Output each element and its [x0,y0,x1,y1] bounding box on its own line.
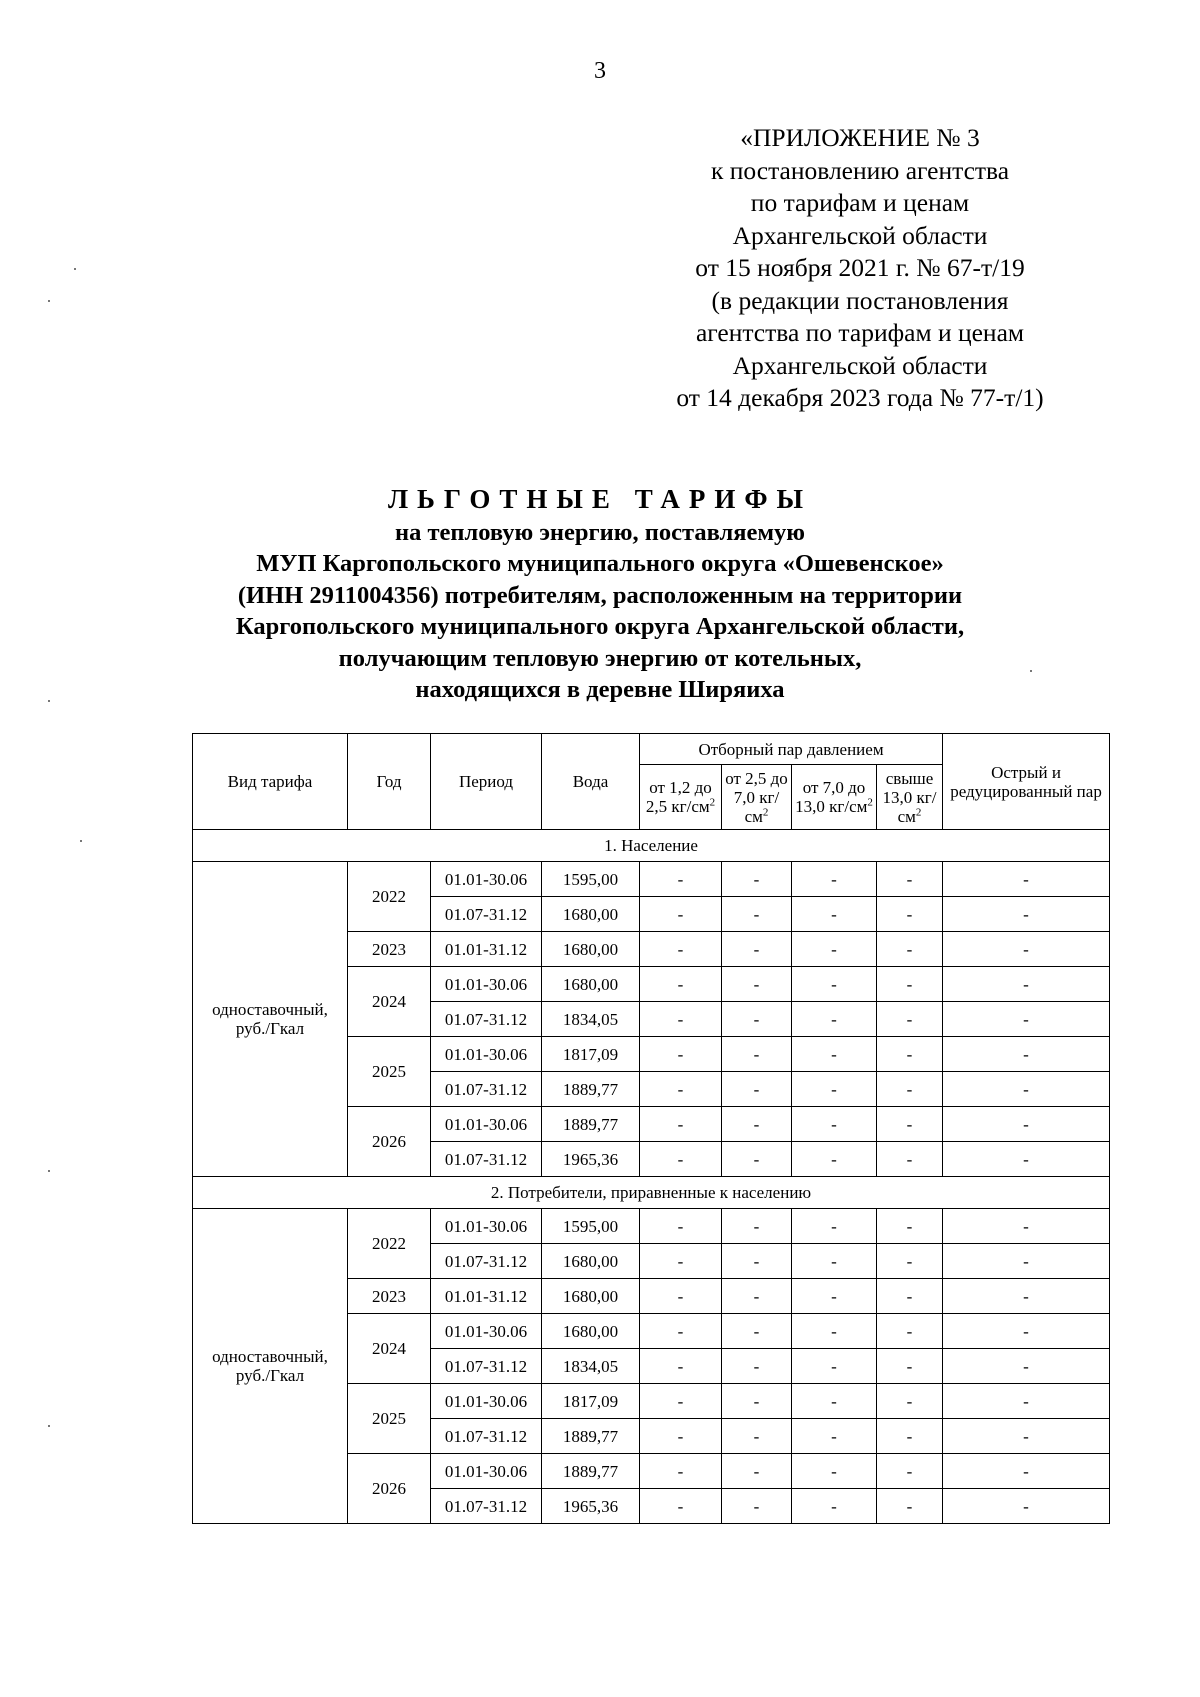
appendix-line: агентства по тарифам и ценам [695,318,1025,347]
steam-4-cell: - [877,1072,943,1107]
header-steam-2-label: от 2,5 до 7,0 кг/см [725,768,788,826]
steam-4-cell: - [877,1002,943,1037]
appendix-line: к постановлению агентства [710,155,1010,185]
steam-3-cell: - [792,1002,877,1037]
steam-2-cell: - [722,1384,792,1419]
sharp-steam-cell: - [943,1314,1110,1349]
steam-2-cell: - [722,1279,792,1314]
period-cell: 01.07-31.12 [431,1419,542,1454]
sharp-steam-cell: - [943,1349,1110,1384]
heading-line: МУП Каргопольского муниципального округа «Ошевенское» [256,550,944,577]
steam-3-cell: - [792,1349,877,1384]
year-cell: 2024 [348,967,431,1037]
water-cell: 1817,09 [542,1037,640,1072]
water-cell: 1965,36 [542,1142,640,1177]
water-cell: 1680,00 [542,967,640,1002]
steam-1-cell: - [640,1107,722,1142]
steam-1-cell: - [640,1279,722,1314]
sharp-steam-cell: - [943,1107,1110,1142]
sharp-steam-cell: - [943,1279,1110,1314]
period-cell: 01.01-30.06 [431,1384,542,1419]
steam-1-cell: - [640,1142,722,1177]
section-title: 1. Население [193,830,1110,862]
steam-1-cell: - [640,932,722,967]
header-period: Период [431,734,542,830]
period-cell: 01.07-31.12 [431,1489,542,1524]
header-steam-1-label: от 1,2 до 2,5 кг/см [645,778,712,816]
water-cell: 1834,05 [542,1349,640,1384]
header-steam-group: Отборный пар давлением [640,734,943,765]
header-steam-4-label: свыше 13,0 кг/см [882,768,937,826]
table-row [193,862,1110,897]
header-year: Год [348,734,431,830]
steam-4-cell: - [877,1349,943,1384]
steam-1-cell: - [640,1349,722,1384]
appendix-line: Архангельской области [732,350,988,380]
period-cell: 01.01-31.12 [431,1279,542,1314]
steam-4-cell: - [877,1489,943,1524]
water-cell: 1680,00 [542,897,640,932]
steam-2-cell: - [722,1419,792,1454]
appendix-line: (в редакции постановления [711,285,1009,315]
header-steam-3-label: от 7,0 до 13,0 кг/см [795,778,868,816]
steam-3-cell: - [792,1072,877,1107]
steam-4-cell: - [877,1107,943,1142]
header-steam-2 [722,765,792,830]
document-title: ЛЬГОТНЫЕ ТАРИФЫ [387,484,813,514]
steam-4-cell: - [877,932,943,967]
steam-2-cell: - [722,1244,792,1279]
tariff-type-cell: одноставочный, руб./Гкал [193,862,348,1177]
steam-2-cell: - [722,1037,792,1072]
sharp-steam-cell: - [943,1384,1110,1419]
steam-4-cell: - [877,1037,943,1072]
water-cell: 1680,00 [542,932,640,967]
sharp-steam-cell: - [943,1002,1110,1037]
steam-2-cell: - [722,1107,792,1142]
heading-line: находящихся в деревне Ширяиха [415,676,785,703]
period-cell: 01.01-30.06 [431,967,542,1002]
steam-3-cell: - [792,1384,877,1419]
period-cell: 01.01-30.06 [431,862,542,897]
steam-3-cell: - [792,1209,877,1244]
period-cell: 01.01-30.06 [431,1037,542,1072]
section-row [193,830,1110,862]
steam-4-cell: - [877,1279,943,1314]
appendix-line: от 14 декабря 2023 года № 77-т/1) [676,383,1044,412]
steam-3-cell: - [792,1107,877,1142]
period-cell: 01.07-31.12 [431,1244,542,1279]
steam-1-cell: - [640,1454,722,1489]
scan-speck [48,1170,50,1172]
steam-2-cell: - [722,897,792,932]
header-tariff-type: Вид тарифа [193,734,348,830]
sharp-steam-cell: - [943,967,1110,1002]
steam-4-cell: - [877,1419,943,1454]
unit-superscript: 2 [762,805,769,818]
steam-3-cell: - [792,1454,877,1489]
year-cell: 2022 [348,862,431,932]
period-cell: 01.07-31.12 [431,1002,542,1037]
appendix-line: «ПРИЛОЖЕНИЕ № 3 [740,123,980,152]
heading-line: (ИНН 2911004356) потребителям, расположенным на территории [237,581,963,609]
unit-superscript: 2 [915,805,922,818]
year-cell: 2025 [348,1037,431,1107]
scan-speck [48,1425,50,1427]
heading-line: на тепловую энергию, поставляемую [394,518,806,546]
steam-1-cell: - [640,1072,722,1107]
scan-speck [74,268,76,270]
water-cell: 1834,05 [542,1002,640,1037]
year-cell: 2022 [348,1209,431,1279]
steam-1-cell: - [640,1489,722,1524]
steam-2-cell: - [722,1002,792,1037]
table-row [193,1209,1110,1244]
water-cell: 1889,77 [542,1072,640,1107]
section-row [193,1177,1110,1209]
sharp-steam-cell: - [943,897,1110,932]
year-cell: 2025 [348,1384,431,1454]
steam-4-cell: - [877,862,943,897]
sharp-steam-cell: - [943,1244,1110,1279]
period-cell: 01.01-30.06 [431,1209,542,1244]
water-cell: 1965,36 [542,1489,640,1524]
year-cell: 2026 [348,1454,431,1524]
tariffs-body [193,830,1110,1524]
steam-2-cell: - [722,1314,792,1349]
steam-4-cell: - [877,897,943,932]
steam-1-cell: - [640,1037,722,1072]
steam-4-cell: - [877,1244,943,1279]
header-steam-3 [792,765,877,830]
scan-speck [48,300,50,302]
tariff-type-cell: одноставочный, руб./Гкал [193,1209,348,1524]
steam-4-cell: - [877,1209,943,1244]
steam-3-cell: - [792,1037,877,1072]
water-cell: 1680,00 [542,1279,640,1314]
steam-2-cell: - [722,932,792,967]
steam-1-cell: - [640,1209,722,1244]
appendix-line: Архангельской области [732,220,988,250]
steam-2-cell: - [722,1209,792,1244]
header-water: Вода [542,734,640,830]
steam-3-cell: - [792,897,877,932]
steam-1-cell: - [640,1384,722,1419]
steam-2-cell: - [722,1072,792,1107]
steam-1-cell: - [640,1244,722,1279]
sharp-steam-cell: - [943,1454,1110,1489]
steam-3-cell: - [792,1279,877,1314]
steam-3-cell: - [792,932,877,967]
steam-3-cell: - [792,1489,877,1524]
steam-1-cell: - [640,897,722,932]
period-cell: 01.01-30.06 [431,1454,542,1489]
water-cell: 1595,00 [542,1209,640,1244]
steam-2-cell: - [722,1349,792,1384]
water-cell: 1595,00 [542,862,640,897]
steam-1-cell: - [640,862,722,897]
water-cell: 1680,00 [542,1314,640,1349]
appendix-block [640,122,1080,415]
water-cell: 1817,09 [542,1384,640,1419]
water-cell: 1889,77 [542,1107,640,1142]
water-cell: 1680,00 [542,1244,640,1279]
tariffs-table [192,733,1110,1524]
sharp-steam-cell: - [943,932,1110,967]
period-cell: 01.07-31.12 [431,897,542,932]
sharp-steam-cell: - [943,1072,1110,1107]
appendix-line: по тарифам и ценам [750,188,970,217]
heading-line: получающим тепловую энергию от котельных, [338,644,862,672]
period-cell: 01.01-30.06 [431,1107,542,1142]
water-cell: 1889,77 [542,1419,640,1454]
sharp-steam-cell: - [943,1209,1110,1244]
scan-speck [48,700,50,702]
steam-3-cell: - [792,1244,877,1279]
year-cell: 2026 [348,1107,431,1177]
sharp-steam-cell: - [943,862,1110,897]
year-cell: 2024 [348,1314,431,1384]
water-cell: 1889,77 [542,1454,640,1489]
appendix-line: от 15 ноября 2021 г. № 67-т/19 [695,253,1025,282]
scan-speck [80,840,82,842]
steam-1-cell: - [640,1002,722,1037]
steam-2-cell: - [722,1489,792,1524]
steam-4-cell: - [877,1142,943,1177]
steam-4-cell: - [877,967,943,1002]
steam-1-cell: - [640,1314,722,1349]
steam-3-cell: - [792,1142,877,1177]
steam-4-cell: - [877,1314,943,1349]
period-cell: 01.01-30.06 [431,1314,542,1349]
period-cell: 01.07-31.12 [431,1349,542,1384]
unit-superscript: 2 [867,796,873,809]
scan-speck [1030,670,1032,672]
page-number: 3 [594,58,606,84]
year-cell: 2023 [348,932,431,967]
document-heading [150,484,1050,706]
sharp-steam-cell: - [943,1142,1110,1177]
steam-3-cell: - [792,1314,877,1349]
steam-1-cell: - [640,1419,722,1454]
steam-4-cell: - [877,1454,943,1489]
sharp-steam-cell: - [943,1489,1110,1524]
period-cell: 01.07-31.12 [431,1142,542,1177]
steam-3-cell: - [792,1419,877,1454]
steam-3-cell: - [792,862,877,897]
sharp-steam-cell: - [943,1419,1110,1454]
steam-2-cell: - [722,1454,792,1489]
period-cell: 01.07-31.12 [431,1072,542,1107]
steam-4-cell: - [877,1384,943,1419]
steam-1-cell: - [640,967,722,1002]
steam-2-cell: - [722,967,792,1002]
steam-2-cell: - [722,1142,792,1177]
period-cell: 01.01-31.12 [431,932,542,967]
year-cell: 2023 [348,1279,431,1314]
steam-2-cell: - [722,862,792,897]
header-steam-1 [640,765,722,830]
heading-line: Каргопольского муниципального округа Архангельской области, [235,613,965,640]
header-steam-4 [877,765,943,830]
steam-3-cell: - [792,967,877,1002]
unit-superscript: 2 [709,796,716,809]
section-title: 2. Потребители, приравненные к населению [193,1177,1110,1209]
header-sharp-steam: Острый и редуцированный пар [943,734,1110,830]
sharp-steam-cell: - [943,1037,1110,1072]
